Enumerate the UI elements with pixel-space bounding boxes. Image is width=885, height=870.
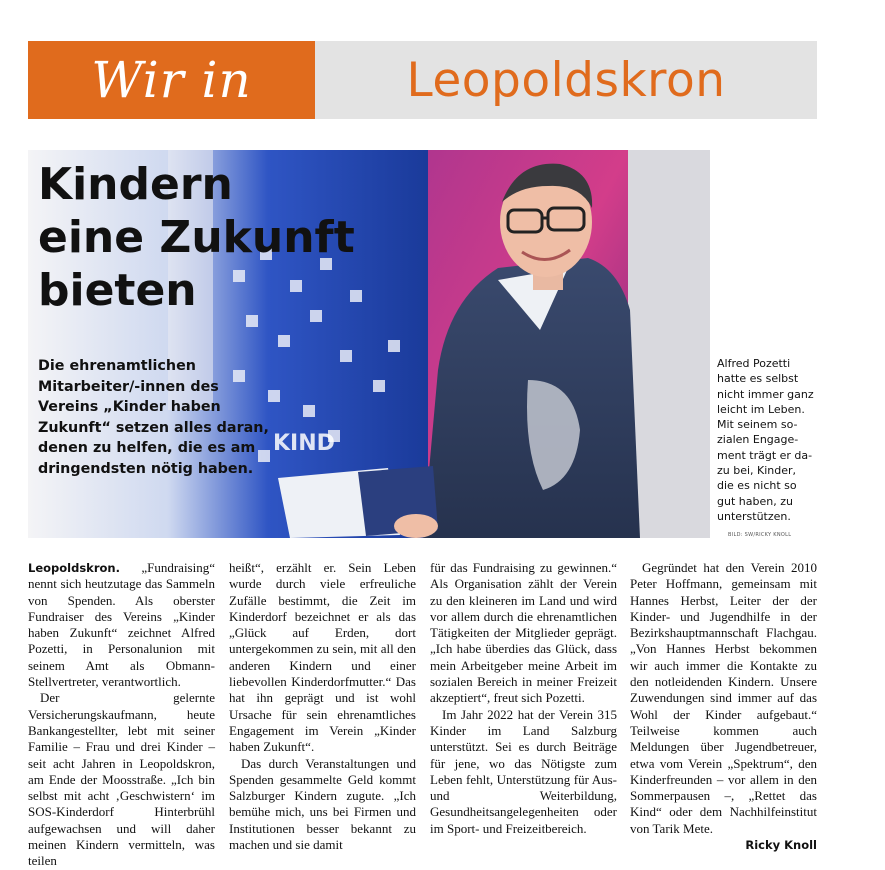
paragraph: Im Jahr 2022 hat der Verein 315 Kinder im Land Salzburg unterstützt. Sei es durch Beiträge für jene, wo das Nötigste zum Leben fehlt, Unterstützung für Aus- und Weiterbildung, Gesundheitsangelegenheiten oder im Sport- und Freizeitbereich. — [430, 706, 617, 836]
author-byline: Ricky Knoll — [745, 838, 817, 853]
headline: Kindern eine Zukunft bieten — [38, 159, 355, 316]
paragraph: Das durch Veranstaltungen und Spenden gesammelte Geld kommt Salzburger Kindern zugute. „Ich bemühe mich, uns bei Firmen und Institutionen besser bekannt zu machen und sie damit — [229, 755, 416, 853]
article-column-4 — [630, 560, 817, 853]
dateline: Leopoldskron. — [28, 561, 120, 575]
subheadline: Die ehrenamtlichen Mitarbeiter/-innen des Vereins „Kinder haben Zukunft“ setzen alles daran, denen zu helfen, die es am dringendsten nötig haben. — [38, 358, 269, 477]
photo-caption: Alfred Pozetti hatte es selbst nicht immer ganz leicht im Leben. Mit seinem so- zialen Engage- ment trägt er da- zu bei, Kinder, die es nicht so gut haben, zu unterstützen. — [717, 357, 814, 523]
photo-credit: BILD: SW/RICKY KNOLL — [728, 532, 792, 538]
article-column-3 — [430, 560, 617, 837]
article-photo — [28, 150, 710, 538]
paragraph: für das Fundraising zu gewinnen.“ Als Organisation zählt der Verein zu den kleineren im Land und wird vor allem durch die ehrenamtlichen Tätigkeiten der Mitglieder geprägt. „Ich habe überdies das Glück, dass mein Arbeitgeber meine Arbeit im sozialen Bereich in meiner Freizeit akzeptiert“, freut sich Pozetti. — [430, 560, 617, 706]
paragraph: Der gelernte Versicherungskaufmann, heute Bankangestellter, lebt mit seiner Familie – Frau und drei Kinder – seit acht Jahren in Leopoldskron, am Ende der Moosstraße. „Ich bin selbst mit acht ‚Geschwistern‘ im SOS-Kinderdorf Hinterbrühl aufgewachsen und will daher meinen Kindern vermitteln, was teilen — [28, 690, 215, 869]
article-column-1 — [28, 560, 215, 870]
paragraph: heißt“, erzählt er. Sein Leben wurde durch viele erfreuliche Zufälle bestimmt, die Zeit im Kinderdorf bezeichnet er als das „Glück auf Erden, dort untergekommen zu sein, mit all den anderen Kindern und einer liebevollen Kinderdorfmutter.“ Das hat ihn geprägt und ist wohl Ursache für sein ehrenamtliches Engagement im Verein „Kinder haben Zukunft“. — [229, 560, 416, 755]
section-banner-right — [315, 41, 817, 119]
paragraph-text: „Fundraising“ nennt sich heutzutage das Sammeln von Spenden. Als oberster Fundraiser des Vereins „Kinder haben Zukunft“ zeichnet Alfred Pozetti, in Personalunion mit seinem Amt als Obmann-Stellvertreter, verantwortlich. — [28, 560, 215, 690]
article-column-2 — [229, 560, 416, 853]
paragraph: Gegründet hat den Verein 2010 Peter Hoffmann, gemeinsam mit Hannes Herbst, Leiter der der Kinder- und Jugendhilfe in der Bezirkshauptmannschaft Flachgau. „Von Hannes Herbst bekommen wir auch immer die Kontakte zu den notleidenden Kindern. Unsere Zuwendungen sind immer auf das Wohl der Kinder aufgebaut.“ Teilweise kommen auch Meldungen über Jugendbetreuer, etwa vom Verein „Spektrum“, den Kinderfreunden – vor allem in den Sommerpausen –, „Rettet das Kind“ oder dem Nachhilfeinstitut von Tarik Mete. — [630, 560, 817, 836]
location-title: Leopoldskron — [406, 52, 726, 108]
section-label: Wir in — [91, 51, 252, 109]
paragraph — [28, 560, 215, 690]
svg-text:KIND: KIND — [273, 431, 335, 456]
section-banner-left — [28, 41, 315, 119]
